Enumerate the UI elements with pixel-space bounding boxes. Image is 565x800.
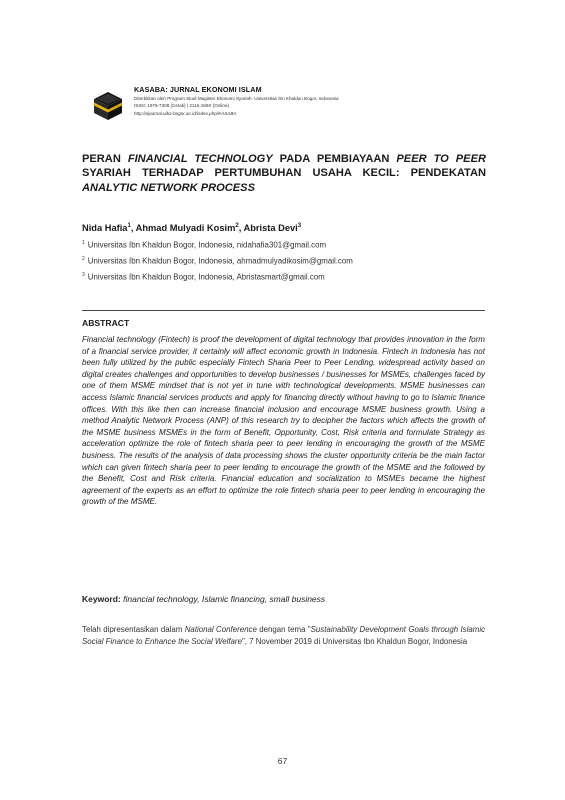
author-list <box>82 223 301 233</box>
journal-info <box>134 85 494 117</box>
affiliation-marker: 3 <box>82 272 85 278</box>
title-segment: SYARIAH TERHADAP PERTUMBUHAN USAHA KECIL: PENDEKATAN <box>82 167 486 180</box>
keyword-list: financial technology, Islamic financing, small business <box>123 594 326 604</box>
author-name: Ahmad Mulyadi Kosim <box>135 223 236 234</box>
title-segment: FINANCIAL TECHNOLOGY <box>127 153 273 165</box>
author-name: Abrista Devi <box>243 223 298 234</box>
keyword-label: Keyword: <box>82 594 121 604</box>
affiliation-marker: 1 <box>82 240 85 246</box>
journal-issn: ISSN: 1978-7308 (Cetak) | 2115-159X (Online) <box>134 103 230 108</box>
kaaba-logo-icon <box>92 90 124 122</box>
title-segment: ANALYTIC NETWORK PROCESS <box>82 181 255 194</box>
affiliation-3 <box>82 272 325 282</box>
author-affiliation-marker: 3 <box>297 223 302 229</box>
keywords <box>82 594 325 604</box>
presentation-segment: National Conference <box>184 625 257 634</box>
abstract-heading: ABSTRACT <box>82 318 130 328</box>
affiliation-text: Universitas Ibn Khaldun Bogor, Indonesia, nidahafia301@gmail.com <box>87 240 327 250</box>
author-separator: , <box>238 223 244 234</box>
affiliation-text: Universitas Ibn Khaldun Bogor, Indonesia, ahmadmulyadikosim@gmail.com <box>87 256 353 266</box>
presentation-note <box>82 624 485 647</box>
journal-url[interactable]: http://ejournal.uika-bogor.ac.id/index.php/KASABA <box>134 110 237 116</box>
page-number: 67 <box>277 756 288 766</box>
paper-title <box>82 152 486 195</box>
journal-title: KASABA: JURNAL EKONOMI ISLAM <box>134 85 262 94</box>
author-affiliation-marker: 1 <box>127 223 131 229</box>
abstract-text: Financial technology (Fintech) is proof the development of digital technology that provides innovation in the form of a financial service provider, it certainly will affect economic growth in Indonesia. Fintech in Indonesia has not been fully utilized by the public especially Fintech Sharia Peer to Peer Lending. widespread activity based on digital creates challenges and opportunities to develop businesses / businesses for MSMEs, challenges faced by one of them MSME mindset that is not yet in tune with technological developments. MSME businesses can access Islamic financial services products and apply for financing directly without having to go to Islamic finance offices. With this like then can increase financial inclusion and encourage MSME business growth. Using a method Analytic Network Process (ANP) of this research try to decipher the factors which affects the growth of the MSME business MSMEs in the form of Benefit, Opportunity, Cost, Risk criteria and formulate Strategy as acceleration optimize the role of fintech sharia peer to peer lending in encouraging the growth of the MSME business. The results of the analysis of data processing shows the cluster opportunity criteria be the main factor which can given fintech sharia peer to peer lending to encourage the growth of the MSME and the followed by the Benefit, Cost and Risk criteria. Financial education and socialization to MSMEs became the highest agreement of the experts as an effort to optimize the role fintech sharia peer to peer lending in encouraging the growth of the MSME. <box>82 335 485 507</box>
author-affiliation-marker: 2 <box>235 223 239 229</box>
affiliation-marker: 2 <box>82 256 85 262</box>
section-divider <box>82 310 485 311</box>
author-name: Nida Hafia <box>82 223 128 234</box>
journal-publisher: Diterbitkan oleh Program Studi Magister Ekonomi Syariah- Universitas Ibn Khaldun Bogor, Indonesia <box>134 95 339 101</box>
title-segment: PADA PEMBIAYAAN <box>272 153 397 165</box>
title-segment: PERAN <box>82 153 128 165</box>
presentation-segment: Sustainability Development Goals through Islamic Social Finance to Enhance the Social Welfare <box>82 625 486 646</box>
presentation-segment: Telah dipresentasikan dalam <box>82 625 185 634</box>
presentation-segment: dengan tema " <box>256 625 311 634</box>
presentation-segment: ", 7 November 2019 di Universitas Ibn Khaldun Bogor, Indonesia <box>241 636 468 646</box>
journal-header <box>82 85 502 125</box>
author-separator: , <box>130 223 136 234</box>
title-segment: PEER TO PEER <box>396 153 486 165</box>
affiliation-2 <box>82 256 353 266</box>
affiliation-1 <box>82 240 326 250</box>
affiliation-text: Universitas Ibn Khaldun Bogor, Indonesia, Abristasmart@gmail.com <box>87 272 325 282</box>
